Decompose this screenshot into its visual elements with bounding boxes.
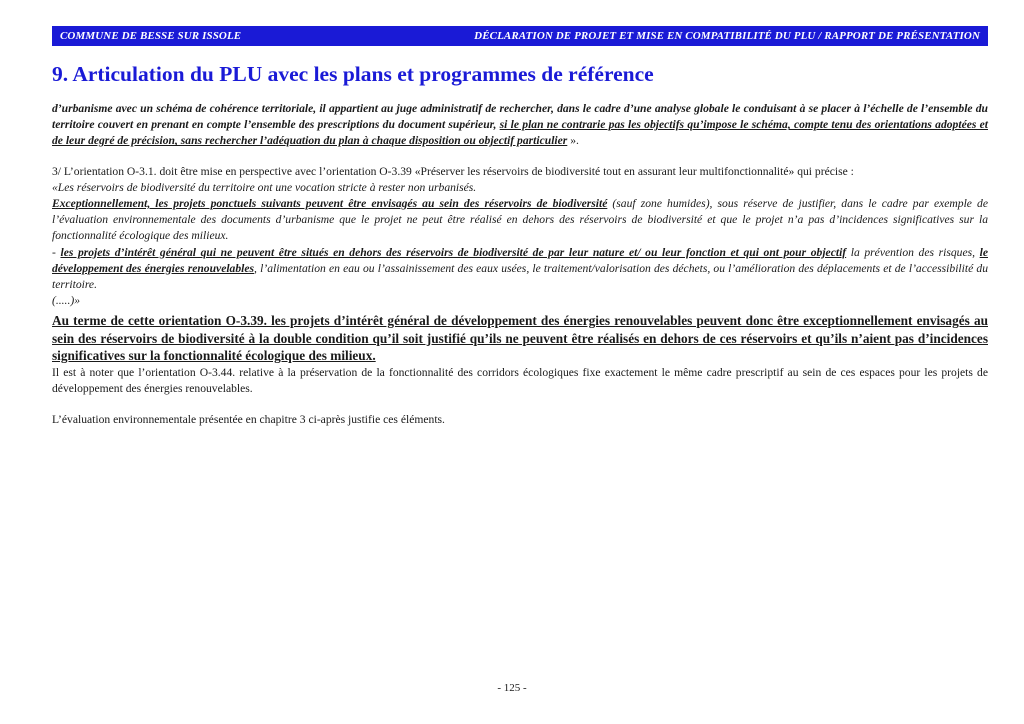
header-band [52, 26, 988, 46]
page-title: 9. Articulation du PLU avec les plans et programmes de référence [52, 62, 654, 86]
intro-text: d’urbanisme avec un schéma de cohérence territoriale, il appartient au juge administratif de rechercher, dans le cadre d’une analyse globale le conduisant à se placer à l’échelle de l’ensemble du territoire couvert en prenant en compte l’ensemble des prescriptions du document supérieur, [52, 102, 988, 132]
page-number: - 125 - [497, 682, 527, 694]
exception-paragraph [52, 196, 988, 245]
dash-paragraph [52, 245, 988, 294]
intro-end: ». [567, 134, 579, 148]
header-document-title: DÉCLARATION DE PROJET ET MISE EN COMPATIBILITÉ DU PLU / RAPPORT DE PRÉSENTATION [474, 30, 980, 42]
dash-bold: les projets d’intérêt général qui ne peuvent être situés en dehors des réservoirs de biodiversité de par leur nature et/ ou leur fonction et qui ont pour objectif [60, 245, 847, 259]
dash-bold-energy: le développement des énergies renouvelables [52, 245, 988, 275]
dash-rest: , l’alimentation en eau ou l’assainissement des eaux usées, le traitement/valorisation des déchets, ou l’amélioration des déplacements et de l’accessibilité du territoire. [52, 261, 988, 292]
note-paragraph: Il est à noter que l’orientation O-3.44. relative à la préservation de la fonctionnalité des corridors écologiques fixe exactement le même cadre prescriptif au sein de ces espaces pour les projets de développement des énergies renouvelables. [52, 365, 988, 396]
dash-mid: la prévention des risques, [846, 245, 980, 259]
quote-line: «Les réservoirs de biodiversité du territoire ont une vocation stricte à rester non urbanisés. [52, 180, 477, 194]
final-paragraph: L’évaluation environnementale présentée en chapitre 3 ci-après justifie ces éléments. [52, 413, 445, 427]
intro-underlined: si le plan ne contrarie pas les objectifs qu’impose le schéma, compte tenu des orientations adoptées et de leur degré de précision, sans rechercher l’adéquation du plan à chaque disposition ou objectif particulier [52, 118, 988, 148]
dash-prefix: - [52, 245, 61, 259]
ellipsis-line: (.....)» [52, 294, 81, 308]
intro-paragraph [52, 101, 988, 150]
document-body [52, 101, 988, 429]
orientation-paragraph: 3/ L’orientation O-3.1. doit être mise en perspective avec l’orientation O-3.39 «Préserver les réservoirs de biodiversité tout en assurant leur multifonctionnalité» qui précise : [52, 164, 854, 178]
exception-bold: Exceptionnellement, les projets ponctuels suivants peuvent être envisagés au sein des réservoirs de biodiversité [52, 197, 608, 211]
conclusion-paragraph: Au terme de cette orientation O-3.39. les projets d’intérêt général de développement des énergies renouvelables peuvent donc être exceptionnellement envisagés au sein des réservoirs de biodiversité à la double condition qu’il soit justifié qu’ils ne peuvent être réalisés en dehors de ces réservoirs et qu’ils n’aient pas d’incidences significatives sur la fonctionnalité écologique des milieux. [52, 313, 988, 364]
header-commune: COMMUNE DE BESSE SUR ISSOLE [60, 30, 242, 42]
exception-rest: (sauf zone humides), sous réserve de justifier, dans le cadre par exemple de l’évaluation environnementale des documents d’urbanisme que le projet ne peut être réalisé en dehors des réservoirs de biodiversité et que le projet n’a pas d’incidences significatives sur la fonctionnalité écologique des milieux. [52, 197, 988, 243]
